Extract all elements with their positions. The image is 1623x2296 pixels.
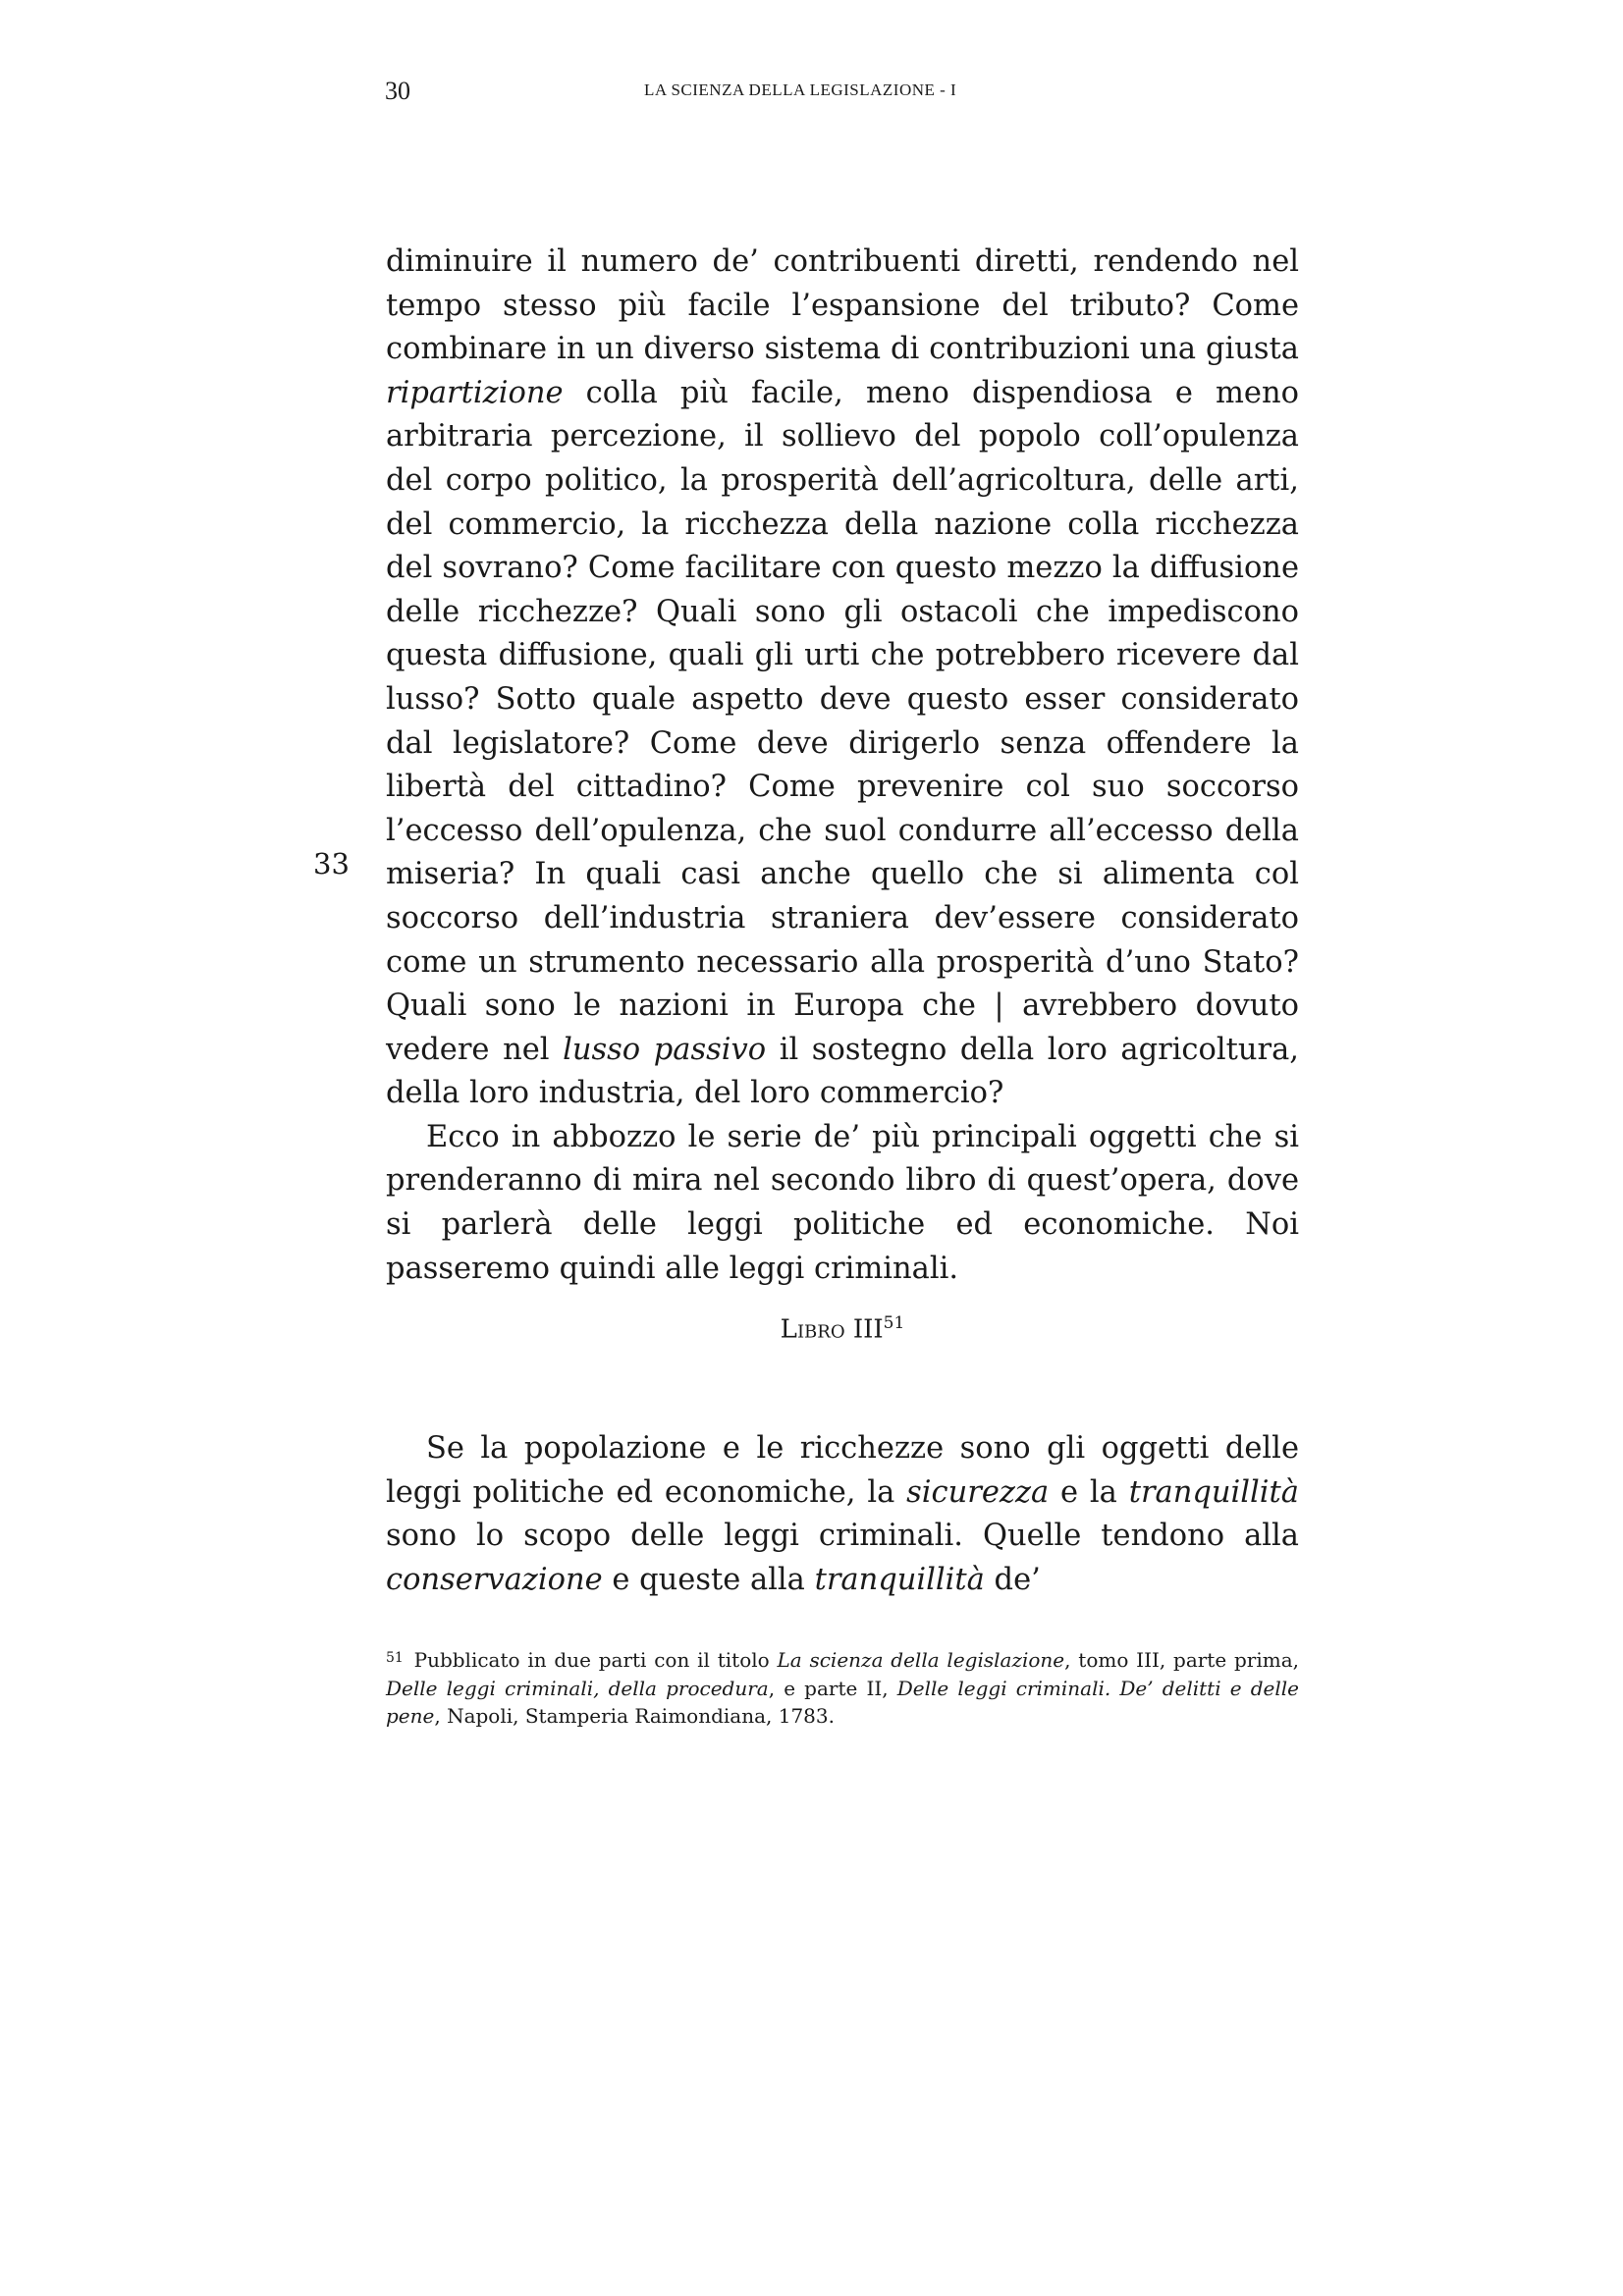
footnote-italic-c: Delle leggi criminali. De’ delitti e delle pene bbox=[386, 1676, 1299, 1728]
paragraph-3-italic-a: sicurezza bbox=[906, 1474, 1050, 1510]
paragraph-1-italic-a: ripartizione bbox=[386, 375, 564, 410]
footnote-italic-a: La scienza della legislazione bbox=[777, 1648, 1065, 1672]
paragraph-3-text-c: sono lo scopo delle leggi criminali. Quelle tendono alla bbox=[386, 1519, 1299, 1554]
footnote-text-c: , e parte II, bbox=[768, 1676, 897, 1700]
paragraph-1-text-a: diminuire il numero de’ contribuenti diretti, rendendo nel tempo stesso più facile l’espansione del tributo? Come combinare in un diverso sistema di contribuzioni una giusta bbox=[386, 244, 1299, 367]
page-number: 30 bbox=[385, 77, 410, 105]
paragraph-3-text-a: Se la popolazione e le ricchezze sono gli oggetti delle leggi politiche ed economiche, la bbox=[386, 1431, 1299, 1510]
paragraph-3-text-d: e queste alla bbox=[602, 1562, 815, 1597]
paragraph-3 bbox=[386, 1427, 1299, 1602]
paragraph-3-italic-d: tranquillità bbox=[814, 1562, 985, 1597]
footnote-text-d: , Napoli, Stamperia Raimondiana, 1783. bbox=[434, 1704, 835, 1728]
section-footnote-ref: 51 bbox=[883, 1313, 905, 1333]
section-heading bbox=[0, 1313, 1623, 1345]
body-text-upper bbox=[386, 240, 1299, 1291]
footnote-51 bbox=[386, 1644, 1299, 1731]
paragraph-3-text-e: de’ bbox=[984, 1562, 1041, 1597]
section-title: Libro III bbox=[780, 1314, 884, 1345]
margin-page-marker: 33 bbox=[313, 847, 350, 881]
body-text-lower bbox=[386, 1427, 1299, 1602]
paragraph-1-text-c: il sostegno della loro agricoltura, della loro industria, del loro commercio? bbox=[386, 1032, 1299, 1111]
paragraph-2: Ecco in abbozzo le serie de’ più principali oggetti che si prenderanno di mira nel secondo libro di quest’opera, dove si parlerà delle leggi politiche ed economiche. Noi passeremo quindi alle leggi criminali. bbox=[386, 1119, 1299, 1286]
paragraph-3-text-b: e la bbox=[1049, 1474, 1129, 1510]
paragraph-3-italic-c: conservazione bbox=[386, 1562, 603, 1597]
footnote-mark: 51 bbox=[386, 1650, 404, 1666]
paragraph-1 bbox=[386, 240, 1299, 1116]
running-head: LA SCIENZA DELLA LEGISLAZIONE - I bbox=[644, 80, 957, 99]
paragraph-1-text-b: colla più facile, meno dispendiosa e meno arbitraria percezione, il sollievo del popolo coll’opulenza del corpo politico, la prosperità dell’agricoltura, delle arti, del commercio, la ricchezza della nazione colla ricchezza del sovrano? Come facilitare con questo mezzo la diffusione delle ricchezze? Quali sono gli ostacoli che impediscono questa diffusione, quali gli urti che potrebbero ricevere dal lusso? Sotto quale aspetto deve questo esser considerato dal legislatore? Come deve dirigerlo senza offendere la libertà del cittadino? Come prevenire col suo soccorso l’eccesso dell’opulenza, che suol condurre all’eccesso della miseria? In quali casi anche quello che si alimenta col soccorso dell’industria straniera dev’essere considerato come un strumento necessario alla prosperità d’uno Stato? Quali sono le nazioni in Europa che | avrebbero dovuto vedere nel bbox=[386, 375, 1299, 1067]
footnote-italic-b: Delle leggi criminali, della procedura bbox=[386, 1676, 769, 1700]
footnote-text-b: , tomo III, parte prima, bbox=[1064, 1648, 1299, 1672]
paragraph-3-italic-b: tranquillità bbox=[1128, 1474, 1299, 1510]
footnote-text-a: Pubblicato in due parti con il titolo bbox=[406, 1648, 778, 1672]
paragraph-1-italic-b: lusso passivo bbox=[563, 1032, 767, 1067]
